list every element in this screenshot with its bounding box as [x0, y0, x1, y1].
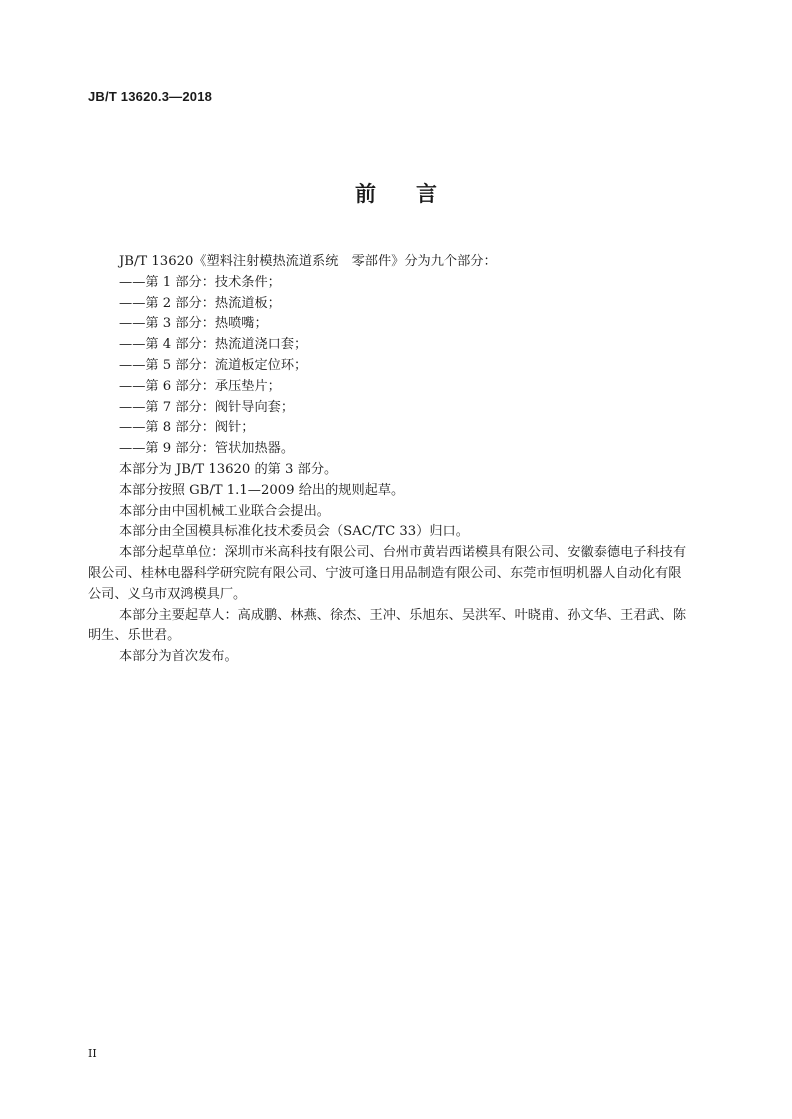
drafting-units-line: 限公司、桂林电器科学研究院有限公司、宁波可逢日用品制造有限公司、东莞市恒明机器人自动化有限: [88, 565, 682, 581]
drafting-units-line: 本部分起草单位：深圳市米高科技有限公司、台州市黄岩西诺模具有限公司、安徽泰德电子科技有: [119, 545, 687, 561]
standard-code: JB/T 13620.3—2018: [88, 89, 213, 104]
page-number: II: [88, 1047, 97, 1060]
drafters-line: 明生、乐世君。: [88, 628, 181, 644]
managed-by-paragraph: 本部分由全国模具标准化技术委员会（SAC/TC 33）归口。: [119, 524, 469, 540]
foreword-body: [88, 252, 719, 668]
part-list-item: ——第 9 部分：管状加热器。: [119, 441, 295, 457]
drafting-units-line: 公司、义乌市双鸿模具厂。: [88, 586, 247, 602]
this-part-paragraph: 本部分为 JB/T 13620 的第 3 部分。: [119, 461, 338, 477]
part-list-item: ——第 6 部分：承压垫片；: [119, 378, 281, 394]
part-list-item: ——第 5 部分：流道板定位环；: [119, 357, 308, 373]
part-list-item: ——第 1 部分：技术条件；: [119, 274, 281, 290]
part-list-item: ——第 7 部分：阀针导向套；: [119, 399, 295, 415]
drafting-rules-paragraph: 本部分按照 GB/T 1.1—2009 给出的规则起草。: [119, 482, 405, 498]
part-list-item: ——第 2 部分：热流道板；: [119, 295, 281, 311]
page-title: 前言: [355, 182, 477, 206]
drafters-line: 本部分主要起草人：高成鹏、林燕、徐杰、王冲、乐旭东、吴洪军、叶晓甫、孙文华、王君武、陈: [119, 607, 687, 623]
intro-paragraph: JB/T 13620《塑料注射模热流道系统 零部件》分为九个部分：: [119, 254, 497, 269]
first-release-paragraph: 本部分为首次发布。: [119, 649, 238, 665]
part-list-item: ——第 4 部分：热流道浇口套；: [119, 337, 308, 353]
proposed-by-paragraph: 本部分由中国机械工业联合会提出。: [119, 503, 330, 519]
part-list-item: ——第 8 部分：阀针；: [119, 420, 255, 436]
part-list-item: ——第 3 部分：热喷嘴；: [119, 316, 268, 332]
